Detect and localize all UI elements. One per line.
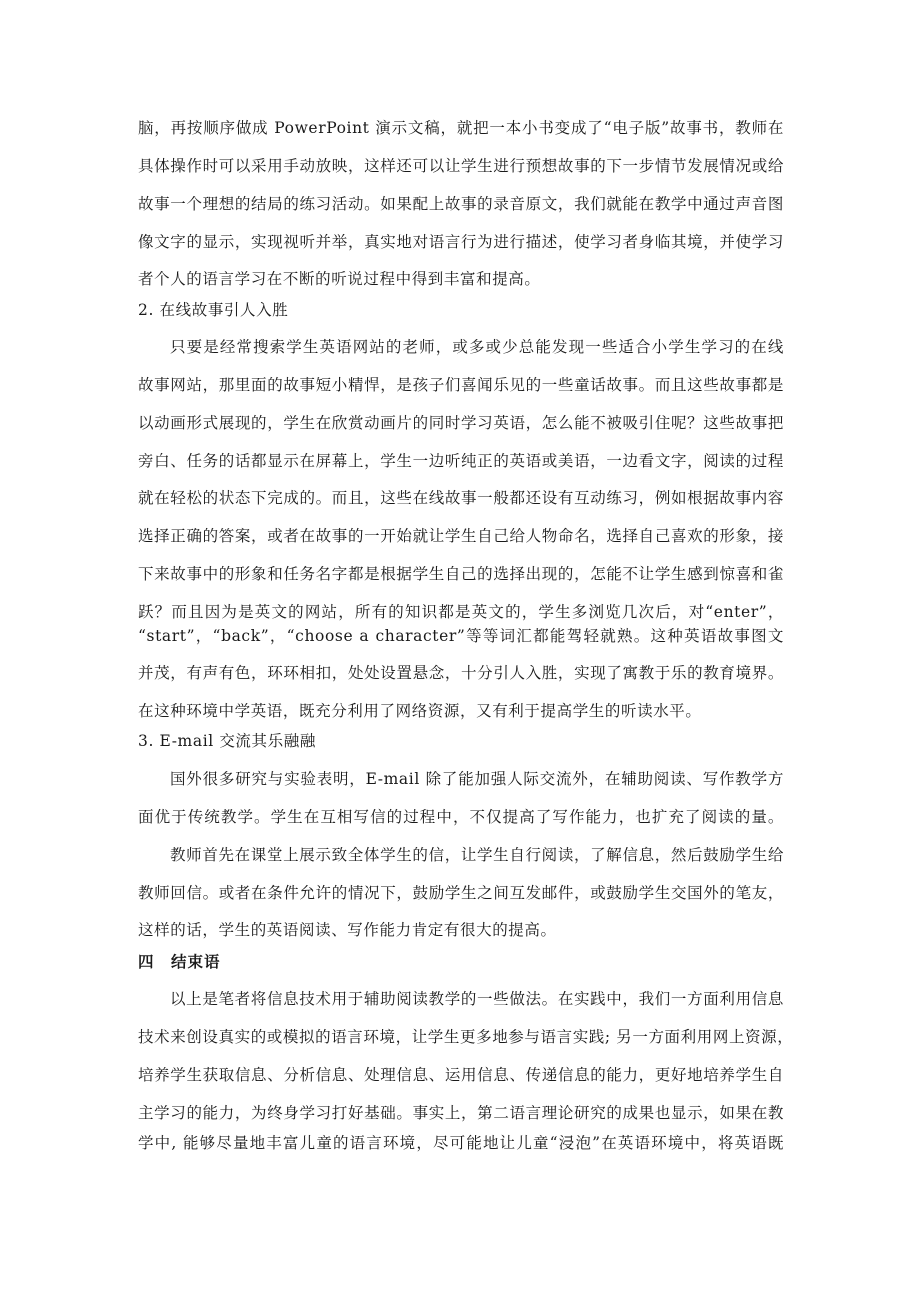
- paragraph-line: 并茂，有声有色，环环相扣，处处设置悬念，十分引人入胜，实现了寓教于乐的教育境界。: [138, 664, 784, 682]
- paragraph-line: 选择正确的答案，或者在故事的一开始就让学生自己给人物命名，选择自己喜欢的形象，接: [138, 527, 784, 545]
- paragraph-line: 技术来创设真实的或模拟的语言环境，让学生更多地参与语言实践; 另一方面利用网上资源，: [138, 1028, 794, 1046]
- paragraph-line: 主学习的能力，为终身学习打好基础。事实上，第二语言理论研究的成果也显示，如果在教: [138, 1104, 784, 1122]
- section-heading: 2. 在线故事引人入胜: [138, 301, 289, 319]
- paragraph-line: 脑，再按顺序做成 PowerPoint 演示文稿，就把一本小书变成了“电子版”故事书，教师在: [138, 119, 784, 137]
- paragraph-line: 像文字的显示，实现视听并举，真实地对语言行为进行描述，使学习者身临其境，并使学习: [138, 233, 784, 251]
- paragraph-line: 以上是笔者将信息技术用于辅助阅读教学的一些做法。在实践中，我们一方面利用信息: [170, 990, 784, 1008]
- paragraph-line: 只要是经常搜索学生英语网站的老师，或多或少总能发现一些适合小学生学习的在线: [170, 338, 784, 356]
- section-heading: 3. E-mail 交流其乐融融: [138, 732, 316, 750]
- paragraph-line: 跃？而且因为是英文的网站，所有的知识都是英文的，学生多浏览几次后，对“enter”，: [138, 603, 784, 621]
- paragraph-line: 在这种环境中学英语，既充分利用了网络资源，又有利于提高学生的听读水平。: [138, 702, 702, 720]
- paragraph-line: 故事网站，那里面的故事短小精悍，是孩子们喜闻乐见的一些童话故事。而且这些故事都是: [138, 376, 784, 394]
- paragraph-line: 就在轻松的状态下完成的。而且，这些在线故事一般都还设有互动练习，例如根据故事内容: [138, 489, 784, 507]
- paragraph-line: 旁白、任务的话都显示在屏幕上，学生一边听纯正的英语或美语，一边看文字，阅读的过程: [138, 452, 784, 470]
- paragraph-line: “start”，“back”，“choose a character”等等词汇都能驾轻就熟。这种英语故事图文: [138, 627, 784, 645]
- paragraph-line: 学中, 能够尽量地丰富儿童的语言环境，尽可能地让儿童“浸泡”在英语环境中，将英语既: [138, 1134, 784, 1152]
- paragraph-line: 培养学生获取信息、分析信息、处理信息、运用信息、传递信息的能力，更好地培养学生自: [138, 1066, 784, 1084]
- paragraph-line: 下来故事中的形象和任务名字都是根据学生自己的选择出现的，怎能不让学生感到惊喜和雀: [138, 565, 784, 583]
- paragraph-line: 者个人的语言学习在不断的听说过程中得到丰富和提高。: [138, 270, 541, 288]
- paragraph-line: 面优于传统教学。学生在互相写信的过程中，不仅提高了写作能力，也扩充了阅读的量。: [138, 808, 784, 826]
- paragraph-line: 教师回信。或者在条件允许的情况下，鼓励学生之间互发邮件，或鼓励学生交国外的笔友，: [138, 884, 784, 902]
- paragraph-line: 这样的话，学生的英语阅读、写作能力肯定有很大的提高。: [138, 921, 557, 939]
- section-heading: 四 结束语: [138, 953, 221, 971]
- paragraph-line: 故事一个理想的结局的练习活动。如果配上故事的录音原文，我们就能在教学中通过声音图: [138, 195, 784, 213]
- paragraph-line: 国外很多研究与实验表明，E-mail 除了能加强人际交流外，在辅助阅读、写作教学方: [170, 770, 784, 788]
- paragraph-line: 教师首先在课堂上展示致全体学生的信，让学生自行阅读，了解信息，然后鼓励学生给: [170, 846, 784, 864]
- paragraph-line: 以动画形式展现的，学生在欣赏动画片的同时学习英语，怎么能不被吸引住呢？这些故事把: [138, 414, 784, 432]
- paragraph-line: 具体操作时可以采用手动放映，这样还可以让学生进行预想故事的下一步情节发展情况或给: [138, 157, 784, 175]
